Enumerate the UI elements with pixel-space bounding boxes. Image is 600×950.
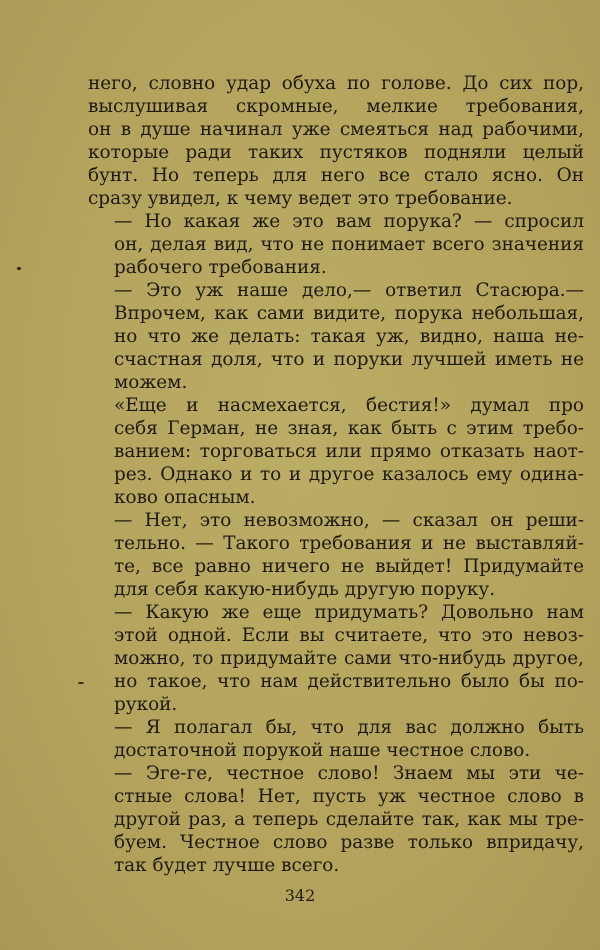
text-line: но что же делать: такая уж, видно, наша не-: [114, 326, 584, 347]
paragraph: [88, 279, 584, 394]
text-line: другой раз, а теперь сделайте так, как мы тре-: [114, 809, 584, 830]
print-speck: [17, 267, 21, 270]
page-text: [88, 72, 584, 877]
text-line: «Еще и насмехается, бестия!» думал про: [114, 395, 584, 416]
paragraph: [88, 394, 584, 509]
text-line: выслушивая скромные, мелкие требования,: [88, 96, 584, 117]
print-speck: [78, 682, 84, 684]
text-line: можем.: [114, 372, 188, 393]
text-line: рабочего требования.: [114, 257, 327, 278]
text-line: так будет лучше всего.: [114, 855, 340, 876]
text-line: для себя какую-нибудь другую поруку.: [114, 579, 496, 600]
text-line: себя Герман, не зная, как быть с этим требо-: [114, 418, 584, 439]
text-line: он, делая вид, что не понимает всего значения: [114, 234, 584, 255]
text-line: бунт. Но теперь для него все стало ясно. Он: [88, 165, 584, 186]
paragraph: [88, 210, 584, 279]
text-line: этой одной. Если вы считаете, что это невоз-: [114, 625, 584, 646]
text-line: тельно. — Такого требования и не выставляй-: [114, 533, 584, 554]
page-number: 342: [284, 886, 316, 905]
text-line: него, словно удар обуха по голове. До сих пор,: [88, 73, 584, 94]
text-line: — Нет, это невозможно, — сказал он реши-: [114, 510, 584, 531]
text-line: рез. Однако и то и другое казалось ему одина-: [114, 464, 584, 485]
text-line: достаточной порукой наше честное слово.: [114, 740, 531, 761]
text-line: — Это уж наше дело,— ответил Стасюра.—: [114, 280, 584, 301]
text-line: — Эге-ге, честное слово! Знаем мы эти че-: [114, 763, 584, 784]
paragraph: [88, 716, 584, 762]
paragraph: [88, 509, 584, 601]
text-line: можно, то придумайте сами что-нибудь другое,: [114, 648, 584, 669]
text-line: буем. Честное слово разве только впридачу,: [114, 832, 584, 853]
text-line: он в душе начинал уже смеяться над рабочими,: [88, 119, 584, 140]
text-line: — Какую же еще придумать? Довольно нам: [114, 602, 584, 623]
text-line: счастная доля, что и поруки лучшей иметь не: [114, 349, 584, 370]
text-line: стные слова! Нет, пусть уж честное слово в: [114, 786, 584, 807]
text-line: ванием: торговаться или прямо отказать наот-: [114, 441, 584, 462]
text-line: рукой.: [114, 694, 178, 715]
text-line: ково опасным.: [114, 487, 256, 508]
text-line: сразу увидел, к чему ведет это требование.: [88, 188, 513, 209]
paragraph: [88, 762, 584, 877]
text-line: — Но какая же это вам порука? — спросил: [114, 211, 584, 232]
text-line: Впрочем, как сами видите, порука небольшая,: [114, 303, 584, 324]
paragraph: [88, 72, 584, 210]
text-line: которые ради таких пустяков подняли целый: [88, 142, 584, 163]
paragraph: [88, 601, 584, 716]
text-line: — Я полагал бы, что для вас должно быть: [114, 717, 584, 738]
text-line: но такое, что нам действительно было бы по-: [114, 671, 584, 692]
text-line: те, все равно ничего не выйдет! Придумайте: [114, 556, 584, 577]
